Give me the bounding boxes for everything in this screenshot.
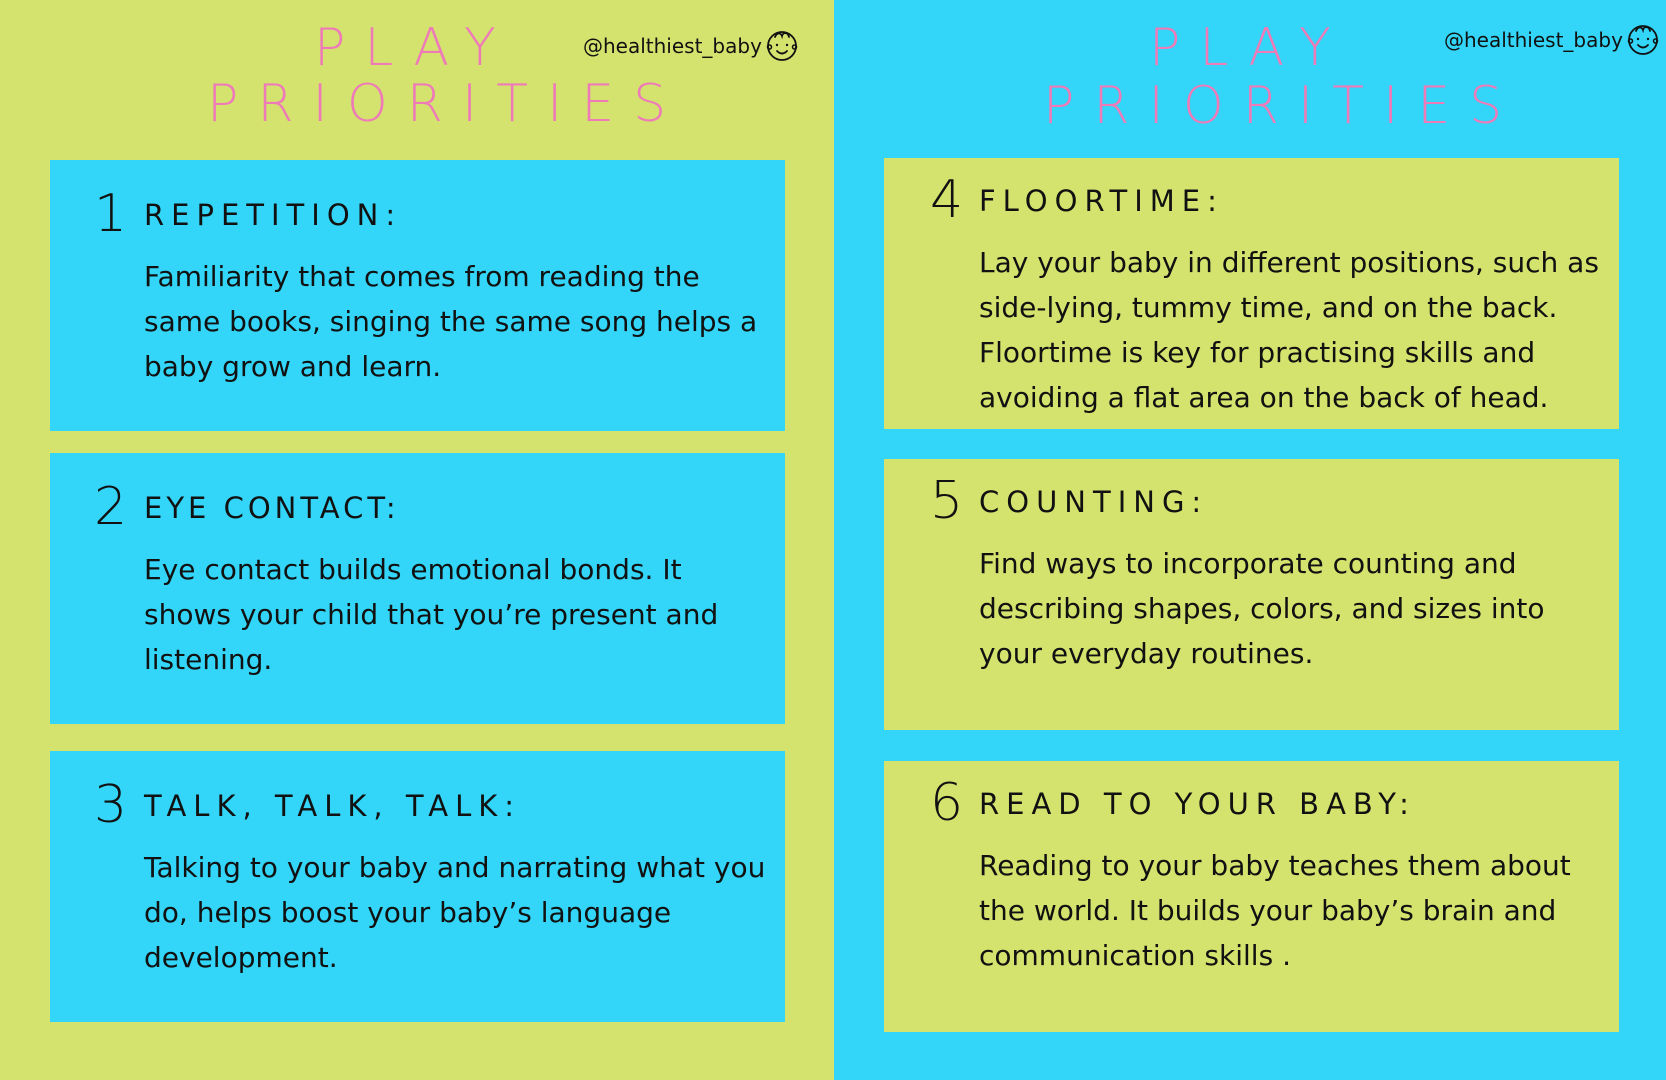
right-title-line-2: PRIORITIES bbox=[1043, 76, 1522, 136]
card-floortime bbox=[884, 158, 1619, 429]
card-body: Talking to your baby and narrating what you do, helps boost your baby’s language development. bbox=[144, 851, 766, 974]
card-number: 2 bbox=[94, 477, 128, 537]
card-number: 4 bbox=[930, 170, 964, 230]
right-handle bbox=[1444, 22, 1661, 58]
card-number: 1 bbox=[94, 184, 128, 244]
card-body: Eye contact builds emotional bonds. It shows your child that you’re present and listening. bbox=[144, 553, 719, 676]
left-title-line-2: PRIORITIES bbox=[207, 74, 686, 134]
card-heading: FLOORTIME: bbox=[979, 184, 1224, 218]
card-body: Lay your baby in different positions, such as side-lying, tummy time, and on the back. Floortime is key for practising skills and avoiding a flat area on the back of head. bbox=[979, 246, 1599, 414]
card-number: 5 bbox=[930, 471, 964, 531]
card-body: Find ways to incorporate counting and describing shapes, colors, and sizes into your everyday routines. bbox=[979, 547, 1545, 670]
baby-face-icon bbox=[1625, 22, 1661, 58]
left-handle bbox=[583, 28, 800, 64]
card-body: Familiarity that comes from reading the same books, singing the same song helps a baby grow and learn. bbox=[144, 260, 758, 383]
card-heading: EYE CONTACT: bbox=[144, 491, 400, 525]
card-heading: REPETITION: bbox=[144, 198, 403, 232]
left-title-line-1: PLAY bbox=[314, 18, 515, 78]
baby-face-icon bbox=[764, 28, 800, 64]
card-counting bbox=[884, 459, 1619, 730]
card-number: 3 bbox=[94, 775, 128, 835]
card-heading: READ TO YOUR BABY: bbox=[979, 787, 1416, 821]
right-handle-text: @healthiest_baby bbox=[1444, 28, 1623, 52]
card-read-to-your-baby bbox=[884, 761, 1619, 1032]
card-repetition bbox=[50, 160, 785, 431]
left-handle-text: @healthiest_baby bbox=[583, 34, 762, 58]
card-body: Reading to your baby teaches them about the world. It builds your baby’s brain and communication skills . bbox=[979, 849, 1571, 972]
card-number: 6 bbox=[930, 773, 964, 833]
card-heading: TALK, TALK, TALK: bbox=[144, 789, 522, 823]
card-heading: COUNTING: bbox=[979, 485, 1209, 519]
right-title-line-1: PLAY bbox=[1149, 18, 1350, 78]
card-talk-talk-talk bbox=[50, 751, 785, 1022]
card-eye-contact bbox=[50, 453, 785, 724]
